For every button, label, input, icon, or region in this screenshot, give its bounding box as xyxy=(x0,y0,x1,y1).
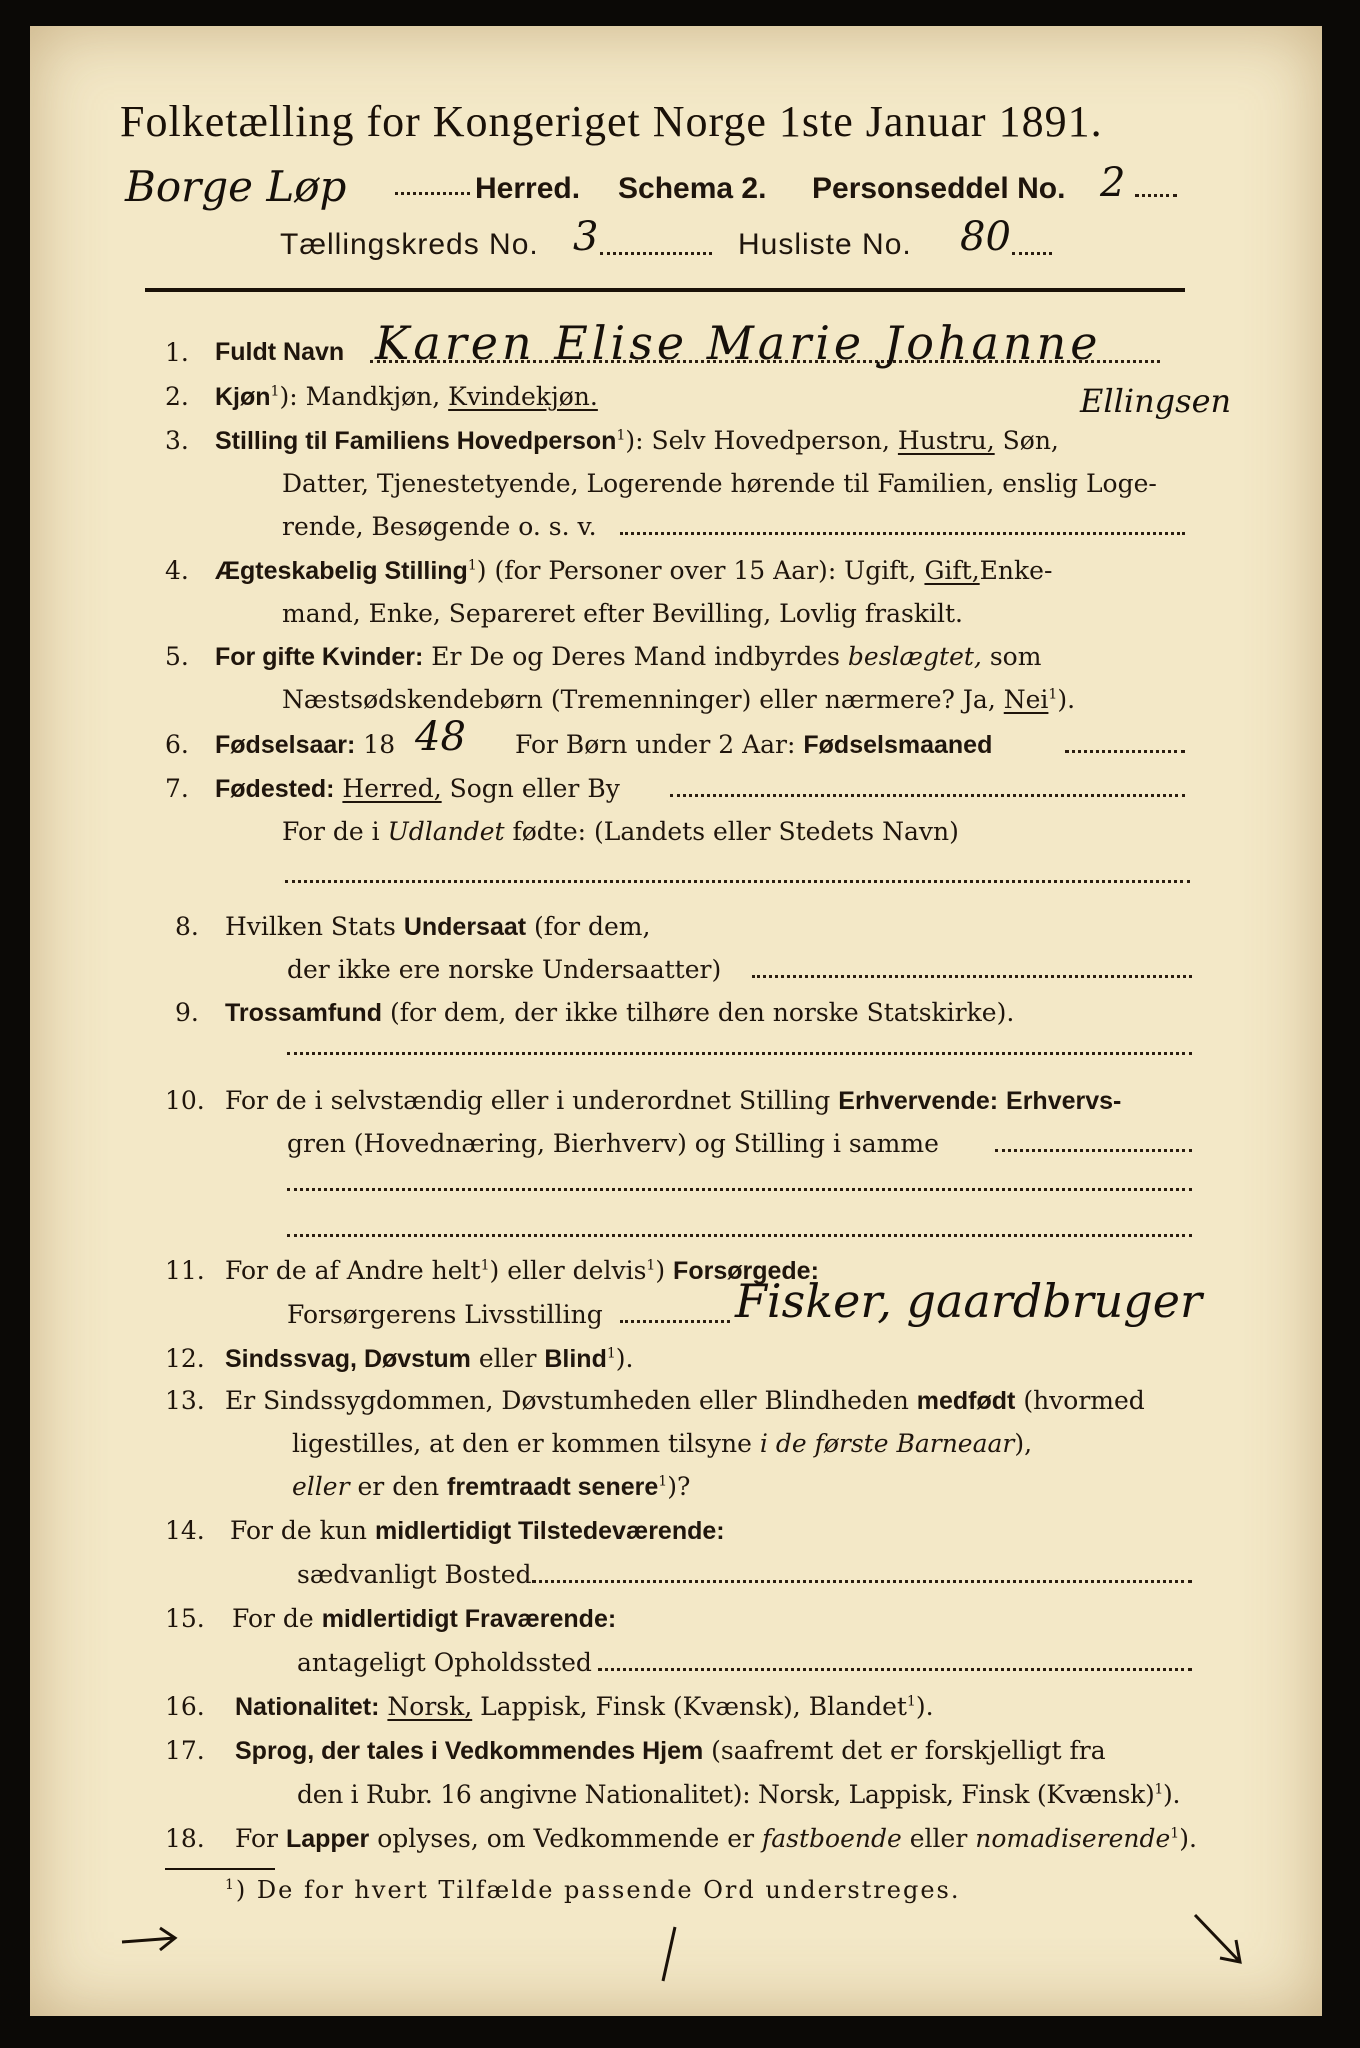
personseddel-label: Personseddel No. xyxy=(812,172,1066,205)
q18-label: Lapper xyxy=(285,1825,370,1853)
q8-num: 8. xyxy=(175,912,199,941)
q2-label: Kjøn xyxy=(215,383,271,411)
q13-line3 xyxy=(292,1472,690,1502)
q6-line xyxy=(215,730,395,760)
footnote-text: ) De for hvert Tilfælde passende Ord understreges. xyxy=(235,1876,961,1904)
q11-label: Forsørgede: xyxy=(673,1257,819,1285)
q3-line2: Datter, Tjenestetyende, Logerende hørende til Familien, enslig Loge- xyxy=(282,469,1157,498)
q17-sup: 1 xyxy=(1154,1781,1164,1798)
q3-label: Stilling til Familiens Hovedperson xyxy=(215,427,617,455)
q2-sup: 1 xyxy=(270,383,280,400)
q18-end: ). xyxy=(1179,1824,1197,1853)
q11-line1: For de af Andre helt$^1$) eller delvis$^1$) Forsørgede: xyxy=(225,1256,819,1285)
q10-line2: gren (Hovednæring, Bierhverv) og Stilling i samme xyxy=(287,1129,939,1158)
q8-line1 xyxy=(225,912,650,942)
q13-line3a: er den xyxy=(357,1472,440,1501)
q1-surname-handwritten: Ellingsen xyxy=(1080,382,1232,420)
q3-text-a: Selv Hovedperson, xyxy=(651,426,890,455)
q9-label: Trossamfund xyxy=(225,999,382,1027)
personseddel-dots xyxy=(1135,194,1177,197)
q5-end: ). xyxy=(1057,685,1076,714)
q12-num: 12. xyxy=(165,1344,205,1373)
q4-gift-underlined: Gift, xyxy=(924,556,980,585)
q9-dots xyxy=(287,1052,1192,1055)
q17-label: Sprog, der tales i Vedkommendes Hjem xyxy=(235,1737,704,1765)
q12-label2: Blind xyxy=(544,1345,607,1373)
q17-line2-text: den i Rubr. 16 angivne Nationalitet): Norsk, Lappisk, Finsk (Kvænsk) xyxy=(297,1780,1155,1809)
q7-line1 xyxy=(215,774,620,804)
q13-line2 xyxy=(292,1429,1032,1458)
schema-label: Schema 2. xyxy=(618,172,767,205)
q11-occupation-handwritten: Fisker, gaardbruger xyxy=(735,1274,1202,1328)
q13-text-b: (hvormed xyxy=(1023,1386,1145,1415)
q6-label: Fødselsaar: xyxy=(215,731,356,759)
q16-norsk-underlined: Norsk, xyxy=(387,1692,473,1721)
q5-num: 5. xyxy=(165,642,189,671)
q12-line xyxy=(225,1344,633,1374)
q1-label: Fuldt Navn xyxy=(215,338,345,366)
q7-label: Fødested: xyxy=(215,775,335,803)
q17-end: ). xyxy=(1163,1780,1181,1809)
q16-text: Lappisk, Finsk (Kvænsk), Blandet xyxy=(480,1692,907,1721)
q13-end: )? xyxy=(667,1472,691,1501)
q15-text: For de xyxy=(232,1604,314,1633)
q15-line1 xyxy=(232,1604,616,1634)
q5-sup: 1 xyxy=(1048,686,1058,703)
q10-num: 10. xyxy=(165,1086,205,1115)
q15-line2: antageligt Opholdssted xyxy=(297,1648,592,1677)
q5-text-b: som xyxy=(989,642,1042,671)
q10-line1 xyxy=(225,1086,1121,1116)
corner-mark-left xyxy=(120,1920,180,1960)
footnote-rule xyxy=(165,1868,275,1870)
q13-line2a: ligestilles, at den er kommen tilsyne xyxy=(292,1429,752,1458)
center-tick-mark xyxy=(655,1925,685,1985)
q7-dots xyxy=(670,794,1185,797)
q7-num: 7. xyxy=(165,774,189,803)
q11-dots xyxy=(620,1320,730,1323)
q16-line xyxy=(235,1692,934,1722)
q4-sup: 1 xyxy=(467,557,477,574)
q2-option-female-underlined: Kvindekjøn. xyxy=(448,382,598,411)
q10-dots2 xyxy=(287,1188,1192,1191)
husliste-value: 80 xyxy=(960,214,1011,260)
q5-line2 xyxy=(282,685,1075,714)
q3-text-b: Søn, xyxy=(1002,426,1059,455)
q5-nei-underlined: Nei xyxy=(1003,685,1049,714)
q12-sup: 1 xyxy=(606,1345,616,1362)
husliste-label: Husliste No. xyxy=(738,228,912,261)
q16-label: Nationalitet: xyxy=(235,1693,380,1721)
q14-line1 xyxy=(230,1516,725,1546)
q11-sup-b: 1 xyxy=(646,1257,656,1274)
footnote xyxy=(225,1876,960,1904)
q13-line2b: ), xyxy=(1014,1429,1033,1458)
q3-sup: 1 xyxy=(616,427,626,444)
q5-label: For gifte Kvinder: xyxy=(215,643,424,671)
q4-label: Ægteskabelig Stilling xyxy=(215,557,468,585)
q14-line2: sædvanligt Bosted xyxy=(297,1560,532,1589)
footnote-sup: 1 xyxy=(225,1877,236,1893)
q16-end: ). xyxy=(915,1692,934,1721)
q11-sup-a: 1 xyxy=(480,1257,490,1274)
q4-num: 4. xyxy=(165,556,189,585)
q6-year-handwritten: 48 xyxy=(415,714,466,760)
q11-num: 11. xyxy=(165,1256,205,1285)
q11-text-a: For de af Andre helt xyxy=(225,1256,481,1285)
q3-line3: rende, Besøgende o. s. v. xyxy=(282,512,597,541)
q13-eller: eller xyxy=(292,1472,350,1501)
q10-label: Erhvervende: xyxy=(838,1087,999,1115)
q2-option-male: Mandkjøn, xyxy=(305,382,441,411)
q7-line2 xyxy=(282,817,959,846)
q5-line1 xyxy=(215,642,1041,672)
q12-text: eller xyxy=(478,1344,537,1373)
q12-label: Sindssvag, Døvstum xyxy=(225,1345,471,1373)
q13-label: medfødt xyxy=(916,1387,1016,1415)
q10-dots xyxy=(995,1149,1192,1152)
q6-num: 6. xyxy=(165,730,189,759)
q6-text xyxy=(515,730,992,760)
q2-num: 2. xyxy=(165,382,189,411)
q6-dots xyxy=(1065,750,1185,753)
herred-label: Herred. xyxy=(475,172,581,205)
q2-line: Kjøn$^1$): Mandkjøn, Kvindekjøn. xyxy=(215,382,598,411)
q18-fastboende: fastboende xyxy=(762,1824,902,1853)
q4-text-a: (for Personer over 15 Aar): Ugift, xyxy=(494,556,917,585)
q18-num: 18. xyxy=(165,1824,205,1853)
q13-text-a: Er Sindssygdommen, Døvstumheden eller Blindheden xyxy=(225,1386,909,1415)
taellingskreds-dots xyxy=(600,252,712,255)
q11-line2: Forsørgerens Livsstilling xyxy=(287,1300,603,1329)
q13-line1 xyxy=(225,1386,1145,1416)
q9-text: (for dem, der ikke tilhøre den norske Statskirke). xyxy=(389,998,1015,1027)
q8-label: Undersaat xyxy=(403,913,527,941)
herred-handwritten: Borge Løp xyxy=(125,162,347,211)
q13-line2-italic: i de første Barneaar xyxy=(759,1429,1015,1458)
q13-label2: fremtraadt senere xyxy=(447,1473,659,1501)
q6-label2: Fødselsmaaned xyxy=(803,731,993,759)
q1-name-handwritten: Karen Elise Marie Johanne xyxy=(375,316,1102,370)
q17-text: (saafremt det er forskjelligt fra xyxy=(711,1736,1106,1765)
taellingskreds-label: Tællingskreds No. xyxy=(280,228,539,261)
q13-num: 13. xyxy=(165,1386,205,1415)
q3-dots xyxy=(620,532,1185,535)
q7-text: Sogn eller By xyxy=(449,774,620,803)
q15-dots xyxy=(598,1668,1192,1671)
q7-udlandet: Udlandet xyxy=(387,817,505,846)
q11-text-b: ) eller delvis xyxy=(489,1256,647,1285)
q8-text-b: (for dem, xyxy=(534,912,651,941)
q14-num: 14. xyxy=(165,1516,205,1545)
q7-line2a: For de i xyxy=(282,817,380,846)
q15-num: 15. xyxy=(165,1604,205,1633)
q9-num: 9. xyxy=(175,998,199,1027)
q16-num: 16. xyxy=(165,1692,205,1721)
herred-dots xyxy=(395,192,470,195)
q14-label: midlertidigt Tilstedeværende: xyxy=(374,1517,725,1545)
q10-text-a: For de i selvstændig eller i underordnet Stilling xyxy=(225,1086,831,1115)
q3-hustru-underlined: Hustru, xyxy=(897,426,995,455)
q6-prefix: 18 xyxy=(363,730,396,759)
q8-line2: der ikke ere norske Undersaatter) xyxy=(287,955,722,984)
q3-num: 3. xyxy=(165,426,189,455)
q5-line2-text: Næstsødskendebørn (Tremenninger) eller nærmere? Ja, xyxy=(282,685,996,714)
q18-sup: 1 xyxy=(1170,1825,1180,1842)
q4-line1: Ægteskabelig Stilling$^1$) (for Personer over 15 Aar): Ugift, Gift,Enke- xyxy=(215,556,1053,585)
q17-line1 xyxy=(235,1736,1106,1766)
q18-text-a: For xyxy=(235,1824,278,1853)
q12-end: ). xyxy=(615,1344,634,1373)
taellingskreds-value: 3 xyxy=(573,214,599,260)
q10-text-b: Erhvervs- xyxy=(1006,1087,1122,1115)
q8-text-a: Hvilken Stats xyxy=(225,912,396,941)
q16-sup: 1 xyxy=(906,1693,916,1710)
q4-line2: mand, Enke, Separeret efter Bevilling, Lovlig fraskilt. xyxy=(282,599,963,628)
q13-sup: 1 xyxy=(658,1473,668,1490)
q4-text-b: Enke- xyxy=(979,556,1053,585)
q9-line1 xyxy=(225,998,1014,1028)
header-rule xyxy=(145,288,1185,292)
q18-nomadiserende: nomadiserende xyxy=(975,1824,1171,1853)
q7-dots2 xyxy=(285,880,1190,883)
q8-dots xyxy=(752,975,1192,978)
q3-line1: Stilling til Familiens Hovedperson$^1$): Selv Hovedperson, Hustru, Søn, xyxy=(215,426,1059,455)
q14-dots xyxy=(532,1580,1192,1583)
q10-dots3 xyxy=(287,1234,1192,1237)
q6-child-text: For Børn under 2 Aar: xyxy=(515,730,796,759)
q5-italic: beslægtet, xyxy=(847,642,982,671)
q5-text-a: Er De og Deres Mand indbyrdes xyxy=(431,642,840,671)
q7-line2b: fødte: (Landets eller Stedets Navn) xyxy=(512,817,959,846)
q15-label: midlertidigt Fraværende: xyxy=(321,1605,617,1633)
q18-line xyxy=(235,1824,1197,1854)
q1-num: 1. xyxy=(165,338,189,367)
personseddel-value: 2 xyxy=(1100,160,1126,206)
q18-text-b: oplyses, om Vedkommende er xyxy=(377,1824,755,1853)
corner-mark-right xyxy=(1190,1910,1250,1970)
q14-text: For de kun xyxy=(230,1516,368,1545)
q7-herred-underlined: Herred, xyxy=(342,774,442,803)
q17-line2 xyxy=(297,1780,1180,1809)
form-title: Folketælling for Kongeriget Norge 1ste Januar 1891. xyxy=(120,97,1103,146)
q18-text-c: eller xyxy=(909,1824,968,1853)
husliste-dots xyxy=(1012,252,1052,255)
q17-num: 17. xyxy=(165,1736,205,1765)
